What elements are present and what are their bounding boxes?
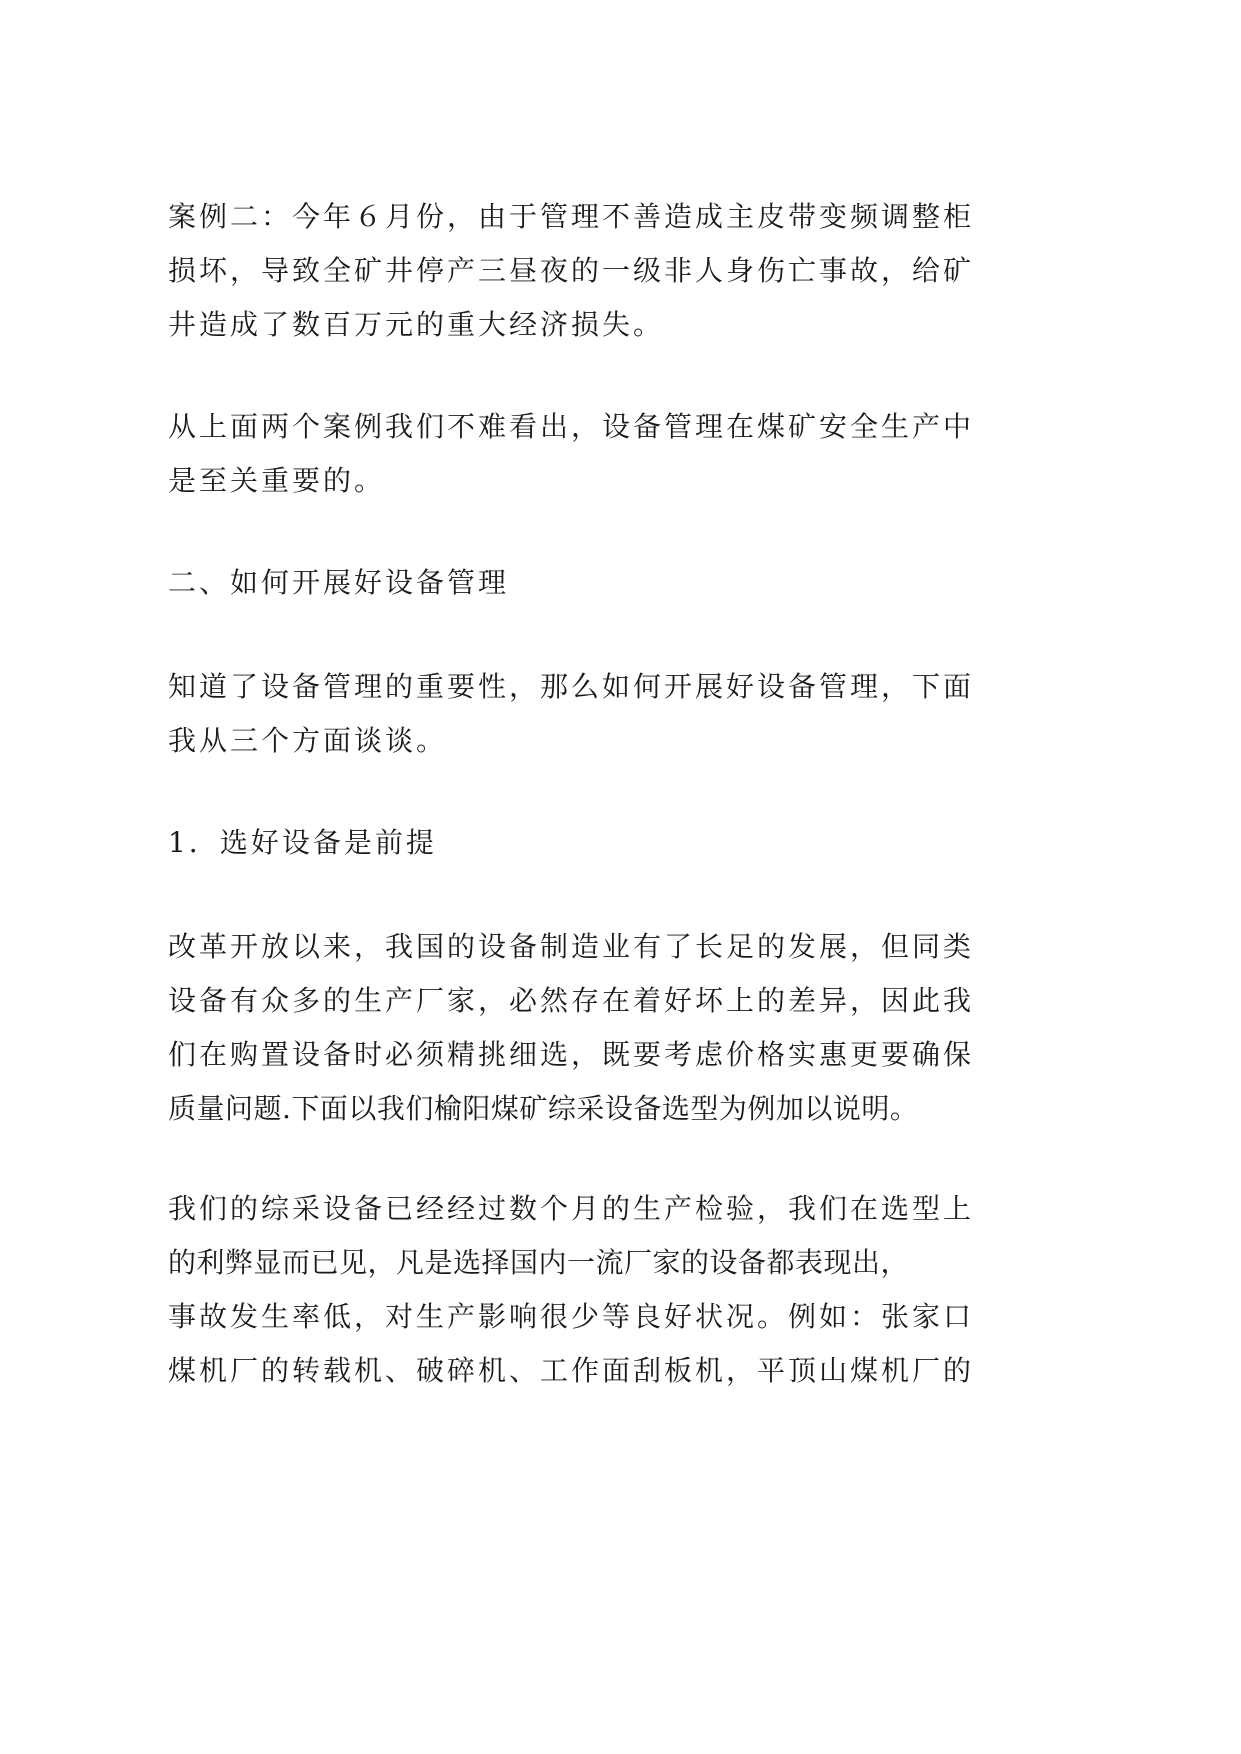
text-line: 的利弊显而已见，凡是选择国内一流厂家的设备都表现出， — [168, 1246, 910, 1279]
text-line: 损坏，导致全矿井停产三昼夜的一级非人身伤亡事故，给矿 — [168, 254, 975, 287]
text-line: 设备有众多的生产厂家，必然存在着好坏上的差异，因此我 — [168, 984, 975, 1017]
text-line: 质量问题.下面以我们榆阳煤矿综采设备选型为例加以说明。 — [168, 1092, 919, 1125]
paragraph-conclusion — [168, 400, 975, 508]
paragraph-reform — [168, 920, 975, 1136]
text-line: 煤机厂的转载机、破碎机、工作面刮板机，平顶山煤机厂的 — [168, 1354, 975, 1387]
text-line: 知道了设备管理的重要性，那么如何开展好设备管理，下面 — [168, 670, 975, 703]
paragraph-case-two — [168, 190, 975, 352]
text-line: 事故发生率低，对生产影响很少等良好状况。例如：张家口 — [168, 1300, 975, 1333]
text-line: 是至关重要的。 — [168, 464, 386, 497]
text-line: 井造成了数百万元的重大经济损失。 — [168, 308, 665, 341]
paragraph-intro — [168, 660, 975, 768]
text-line: 我从三个方面谈谈。 — [168, 724, 448, 757]
paragraph-equipment — [168, 1182, 975, 1398]
subsection-heading-one — [168, 816, 948, 870]
text-line: 二、如何开展好设备管理 — [168, 566, 510, 599]
text-line: 1．选好设备是前提 — [168, 826, 437, 859]
section-heading-two — [168, 556, 948, 610]
text-line: 们在购置设备时必须精挑细选，既要考虑价格实惠更要确保 — [168, 1038, 975, 1071]
text-line: 案例二：今年６月份，由于管理不善造成主皮带变频调整柜 — [168, 200, 975, 233]
text-line: 从上面两个案例我们不难看出，设备管理在煤矿安全生产中 — [168, 410, 975, 443]
text-line: 改革开放以来，我国的设备制造业有了长足的发展，但同类 — [168, 930, 975, 963]
text-line: 我们的综采设备已经经过数个月的生产检验，我们在选型上 — [168, 1192, 975, 1225]
